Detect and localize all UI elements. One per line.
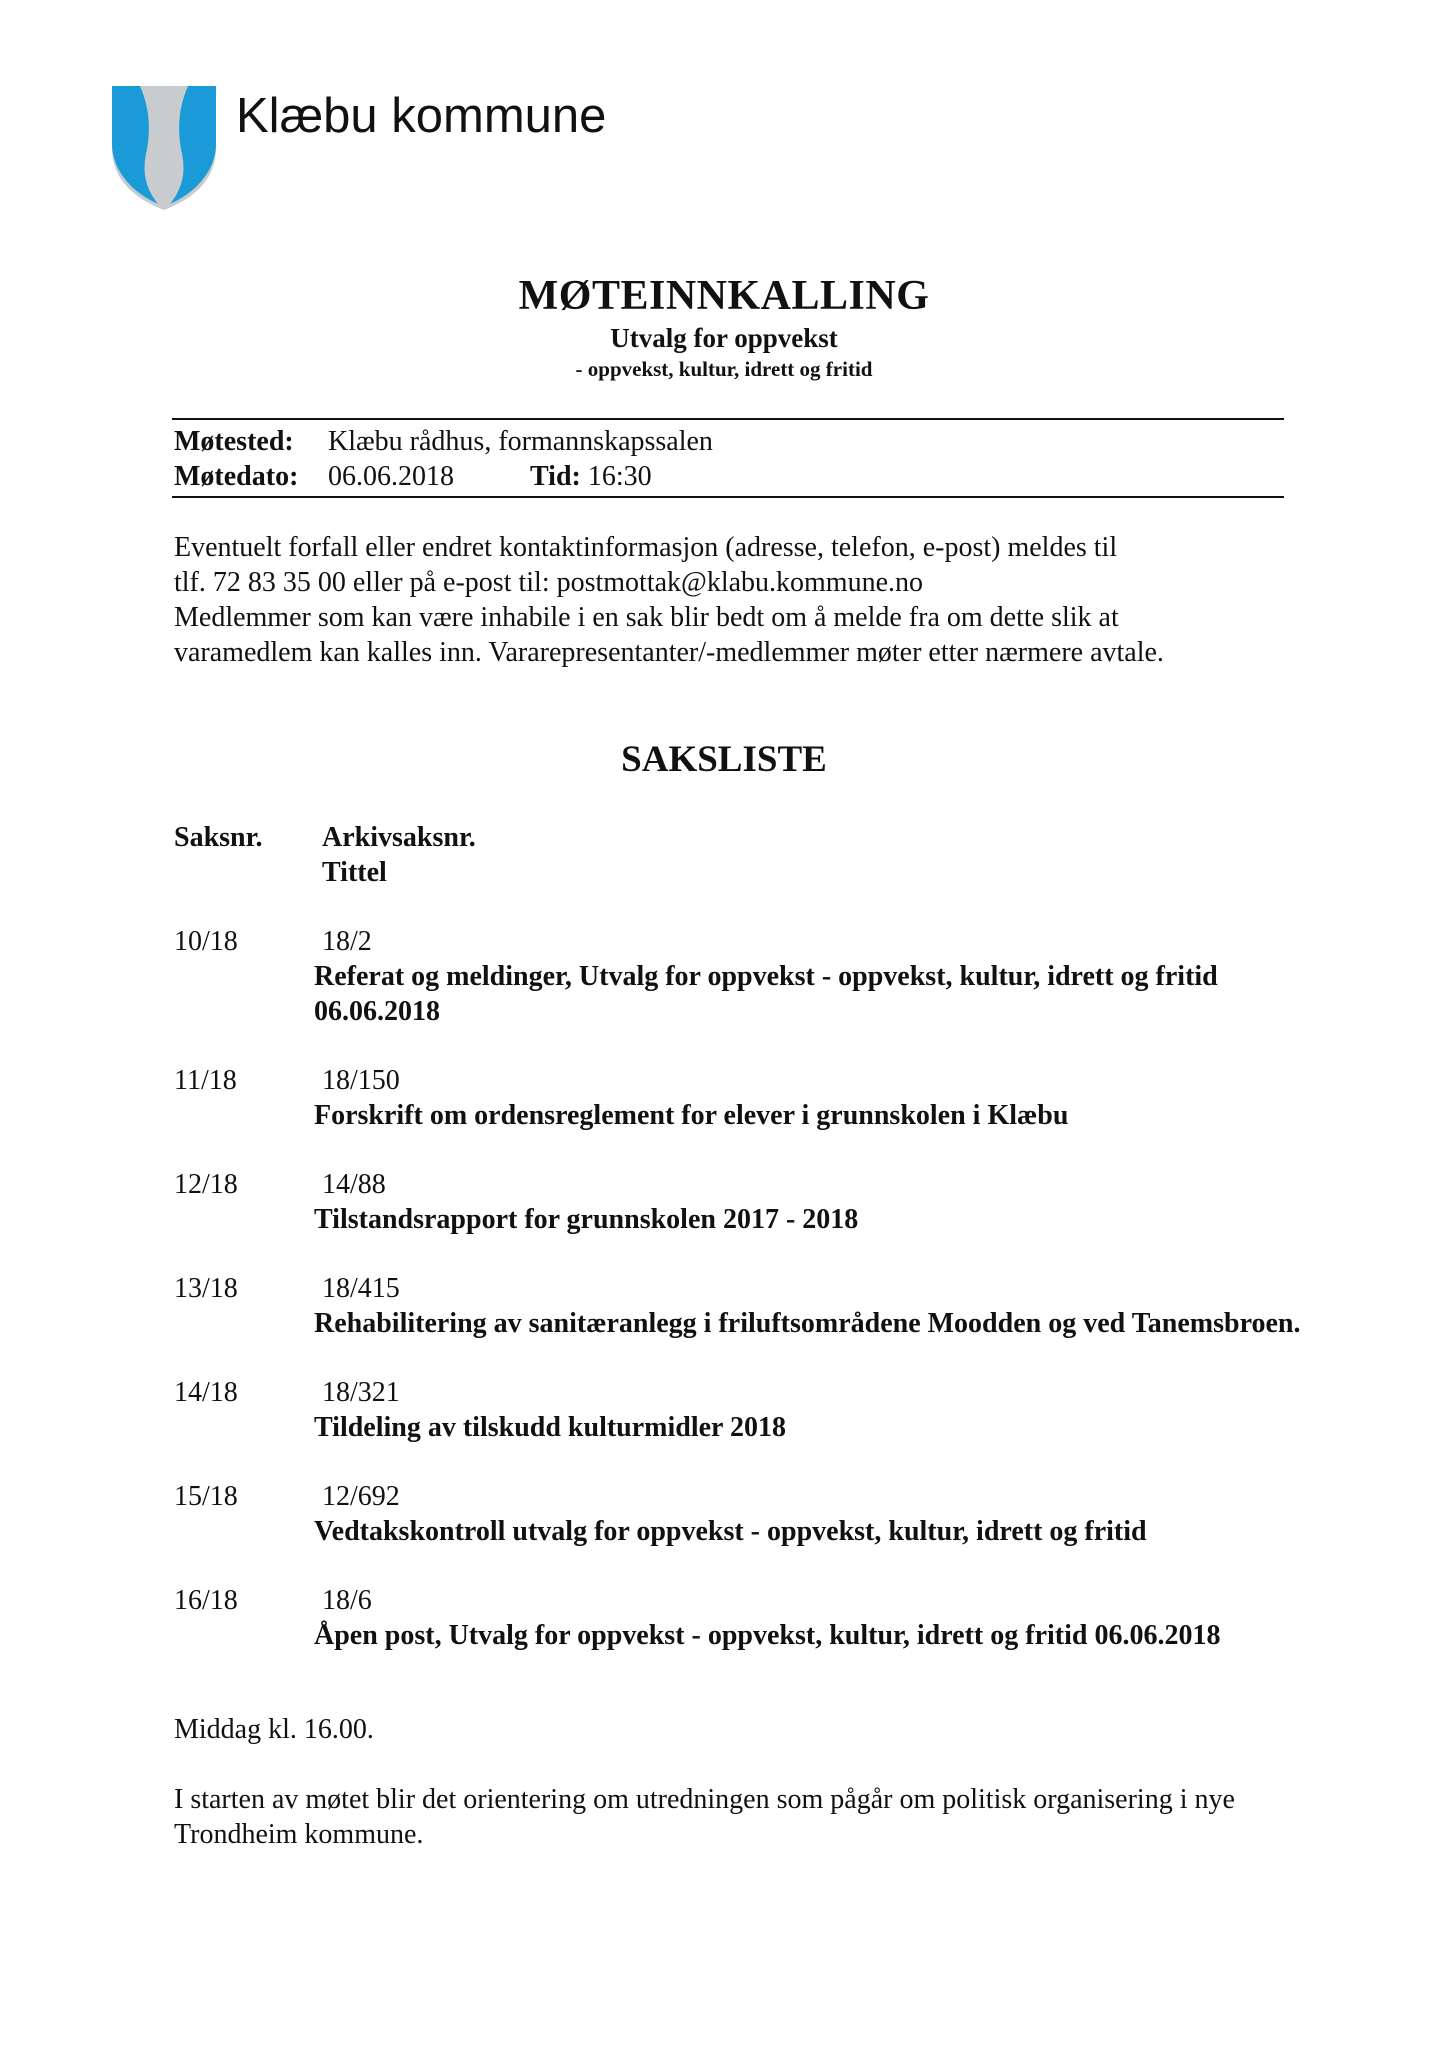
agenda-heading: SAKSLISTE (621, 739, 827, 780)
meeting-place-value: Klæbu rådhus, formannskapssalen (328, 426, 713, 457)
item-title: Forskrift om ordensreglement for elever i grunnskolen i Klæbu (314, 1100, 1069, 1131)
meeting-time-label: Tid: (530, 461, 581, 492)
item-title: Åpen post, Utvalg for oppvekst - oppvekst, kultur, idrett og fritid 06.06.2018 (314, 1620, 1221, 1651)
meeting-date-label: Møtedato: (174, 461, 299, 492)
column-header-tittel: Tittel (322, 857, 387, 888)
notice-line: Medlemmer som kan være inhabile i en sak blir bedt om å melde fra om dette slik at (174, 602, 1119, 633)
item-saksnr: 15/18 (174, 1481, 238, 1512)
item-arkivsaksnr: 18/2 (322, 926, 372, 957)
item-title: Rehabilitering av sanitæranlegg i friluftsområdene Moodden og ved Tanemsbroen. (314, 1308, 1301, 1339)
column-header-saksnr: Saksnr. (174, 822, 263, 853)
item-arkivsaksnr: 18/150 (322, 1065, 400, 1096)
agenda-item (174, 1375, 1294, 1445)
agenda-item (174, 1167, 1294, 1237)
agenda-item (174, 924, 1294, 1029)
item-arkivsaksnr: 18/415 (322, 1273, 400, 1304)
committee-name: Utvalg for oppvekst (610, 323, 838, 354)
item-saksnr: 12/18 (174, 1169, 238, 1200)
notice-line: tlf. 72 83 35 00 eller på e-post til: postmottak@klabu.kommune.no (174, 567, 924, 598)
item-saksnr: 14/18 (174, 1377, 238, 1408)
agenda-list (174, 924, 1301, 1687)
footer-notes (174, 1712, 1294, 1852)
meeting-place-row (174, 424, 1284, 459)
agenda-item (174, 1271, 1301, 1341)
meeting-date-value: 06.06.2018 (328, 461, 454, 492)
item-arkivsaksnr: 14/88 (322, 1169, 386, 1200)
item-saksnr: 11/18 (174, 1065, 237, 1096)
meeting-time-value: 16:30 (587, 461, 652, 492)
committee-subtitle: - oppvekst, kultur, idrett og fritid (575, 356, 873, 381)
item-title: Referat og meldinger, Utvalg for oppvekst - oppvekst, kultur, idrett og fritid 06.06.2018 (314, 961, 1218, 1027)
meeting-date-row (174, 459, 1284, 494)
document-title: MØTEINNKALLING (518, 273, 930, 319)
item-saksnr: 16/18 (174, 1585, 238, 1616)
item-arkivsaksnr: 12/692 (322, 1481, 400, 1512)
item-saksnr: 10/18 (174, 926, 238, 957)
notice-paragraph (174, 530, 1284, 670)
agenda-item (174, 1479, 1294, 1549)
item-title: Tilstandsrapport for grunnskolen 2017 - 2018 (314, 1204, 859, 1235)
item-saksnr: 13/18 (174, 1273, 238, 1304)
notice-line: varamedlem kan kalles inn. Vararepresentanter/-medlemmer møter etter nærmere avtale. (174, 637, 1164, 668)
document-title-block (0, 272, 1448, 382)
agenda-item (174, 1063, 1294, 1133)
page-header (110, 84, 730, 214)
notice-line: Eventuelt forfall eller endret kontaktinformasjon (adresse, telefon, e-post) meldes til (174, 532, 1118, 563)
column-header-arkivsaksnr: Arkivsaksnr. (322, 822, 476, 853)
klaebu-coat-of-arms-icon (110, 84, 218, 212)
meeting-place-label: Møtested: (174, 426, 294, 457)
dinner-note: Middag kl. 16.00. (174, 1714, 374, 1745)
item-title: Vedtakskontroll utvalg for oppvekst - oppvekst, kultur, idrett og fritid (314, 1516, 1147, 1547)
item-title: Tildeling av tilskudd kulturmidler 2018 (314, 1412, 786, 1443)
orientation-note: I starten av møtet blir det orientering om utredningen som pågår om politisk organisering i nye Trondheim kommune. (174, 1784, 1235, 1850)
item-arkivsaksnr: 18/6 (322, 1585, 372, 1616)
organization-name: Klæbu kommune (236, 89, 607, 143)
agenda-item (174, 1583, 1294, 1653)
item-arkivsaksnr: 18/321 (322, 1377, 400, 1408)
meeting-details (172, 418, 1284, 498)
